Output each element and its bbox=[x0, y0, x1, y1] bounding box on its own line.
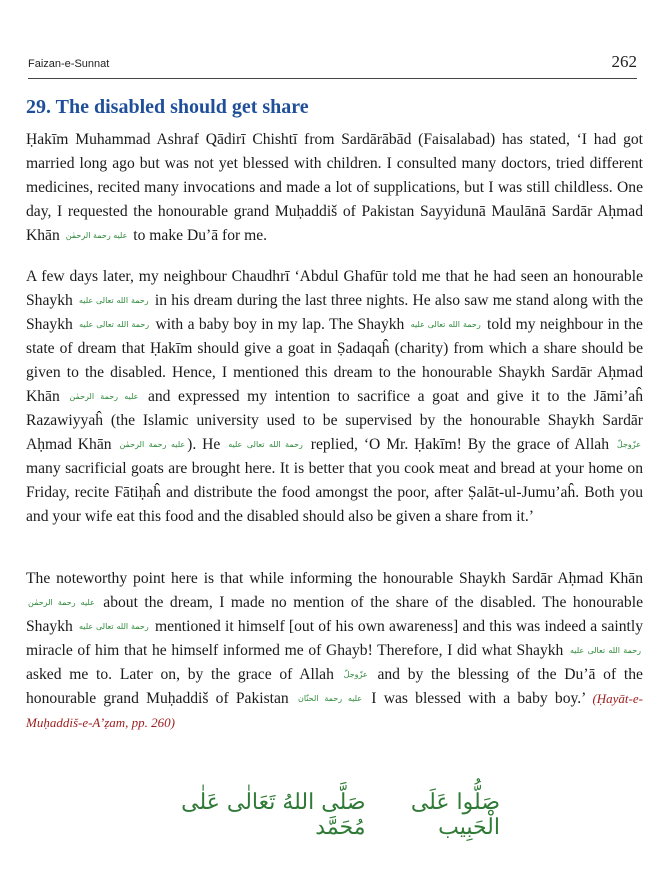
salawat-right: صَلُّوا عَلَى الْحَبِيب bbox=[410, 790, 500, 840]
paragraph-3 bbox=[26, 567, 643, 735]
book-title: Faizan-e-Sunnat bbox=[28, 58, 110, 70]
text-run: asked me to. Later on, by the grace of Allah bbox=[26, 666, 334, 683]
honorific-glyph: رحمة الله تعالى عليه bbox=[570, 646, 641, 655]
text-run: and expressed my intention to sacrifice a goat and give it to the Jāmi’aĥ Razawiyyaĥ (the Islamic university used to be supervised by the honourable Shaykh Sardār Aḥmad Khān bbox=[26, 388, 643, 453]
honorific-glyph: عليه رحمة الحنّان bbox=[297, 694, 363, 703]
text-run: about the dream, I made no mention of the share of the disabled. The honourable Shaykh bbox=[26, 594, 643, 635]
text-run: to make Du’ā for me. bbox=[133, 227, 268, 244]
honorific-glyph: عزّوجلّ bbox=[343, 670, 368, 679]
text-run: Ḥakīm Muhammad Ashraf Qādirī Chishtī from Sardārābād (Faisalabad) has stated, ‘I had got married long ago but was not yet blessed with children. I consulted many doctors, tried different medicines, recited many invocations and made a lot of supplications, but I was still childless. One day, I requested the honourable grand Muḥaddiš of Pakistan Sayyidunā Maulānā Sardār Aḥmad Khān bbox=[26, 131, 643, 244]
text-run: in his dream during the last three nights. He also saw me stand along with the Shaykh bbox=[26, 292, 643, 333]
text-run: many sacrificial goats are brought here. It is better that you cook meat and bread at your home on Friday, recite Fātiḥaĥ and distribute the food amongst the poor, after Ṣalāt-ul-Jumu’aĥ. Both you and your wife eat this food and the disabled should also be given a share from it.’ bbox=[26, 460, 643, 525]
honorific-glyph: عليه رحمة الرحمٰن bbox=[28, 598, 95, 607]
page-header bbox=[28, 52, 637, 74]
salawat-footer bbox=[160, 790, 500, 840]
honorific-glyph: رحمة الله تعالى عليه bbox=[79, 622, 149, 631]
text-run: mentioned it himself [out of his own awareness] and this was indeed a saintly miracle of him that he himself informed me of Ghayb! Therefore, I did what Shaykh bbox=[26, 618, 643, 659]
page-number: 262 bbox=[611, 52, 637, 71]
honorific-glyph: عليه رحمة الرحمٰن bbox=[65, 231, 128, 240]
honorific-glyph: رحمة الله تعالى عليه bbox=[410, 320, 481, 329]
honorific-glyph: عزّوجلّ bbox=[616, 440, 641, 449]
header-rule bbox=[28, 78, 637, 79]
salawat-left: صَلَّى اللهُ تَعَالٰى عَلٰى مُحَمَّد bbox=[181, 790, 366, 840]
honorific-glyph: رحمة الله تعالى عليه bbox=[79, 320, 150, 329]
text-run: with a baby boy in my lap. The Shaykh bbox=[155, 316, 405, 333]
paragraph-2 bbox=[26, 265, 643, 529]
honorific-glyph: عليه رحمة الرحمٰن bbox=[119, 440, 186, 449]
text-run: I was blessed with a baby boy.’ bbox=[371, 690, 586, 707]
text-run: told my neighbour in the state of dream that Ḥakīm should give a goat in Ṣadaqaĥ (charity) from which a share should be given to the disabled. Hence, I mentioned this dream to the honourable Shaykh Sardār Aḥmad Khān bbox=[26, 316, 643, 405]
text-run: replied, ‘O Mr. Ḥakīm! By the grace of Allah bbox=[310, 436, 610, 453]
section-title: 29. The disabled should get share bbox=[26, 96, 309, 118]
honorific-glyph: رحمة الله تعالى عليه bbox=[228, 440, 303, 449]
honorific-glyph: رحمة الله تعالى عليه bbox=[79, 296, 149, 305]
text-run: ). He bbox=[187, 436, 221, 453]
paragraph-1 bbox=[26, 128, 643, 248]
honorific-glyph: عليه رحمة الرحمٰن bbox=[69, 392, 139, 401]
text-run: A few days later, my neighbour Chaudhrī ‘Abdul Ghafūr told me that he had seen an honourable Shaykh bbox=[26, 268, 643, 309]
text-run: The noteworthy point here is that while informing the honourable Shaykh Sardār Aḥmad Khān bbox=[26, 570, 643, 587]
reference-citation: (Ḥayāt-e-Muḥaddiš-e-A’ẓam, pp. 260) bbox=[26, 691, 643, 730]
text-run: and by the blessing of the Du’ā of the honourable grand Muḥaddiš of Pakistan bbox=[26, 666, 643, 707]
